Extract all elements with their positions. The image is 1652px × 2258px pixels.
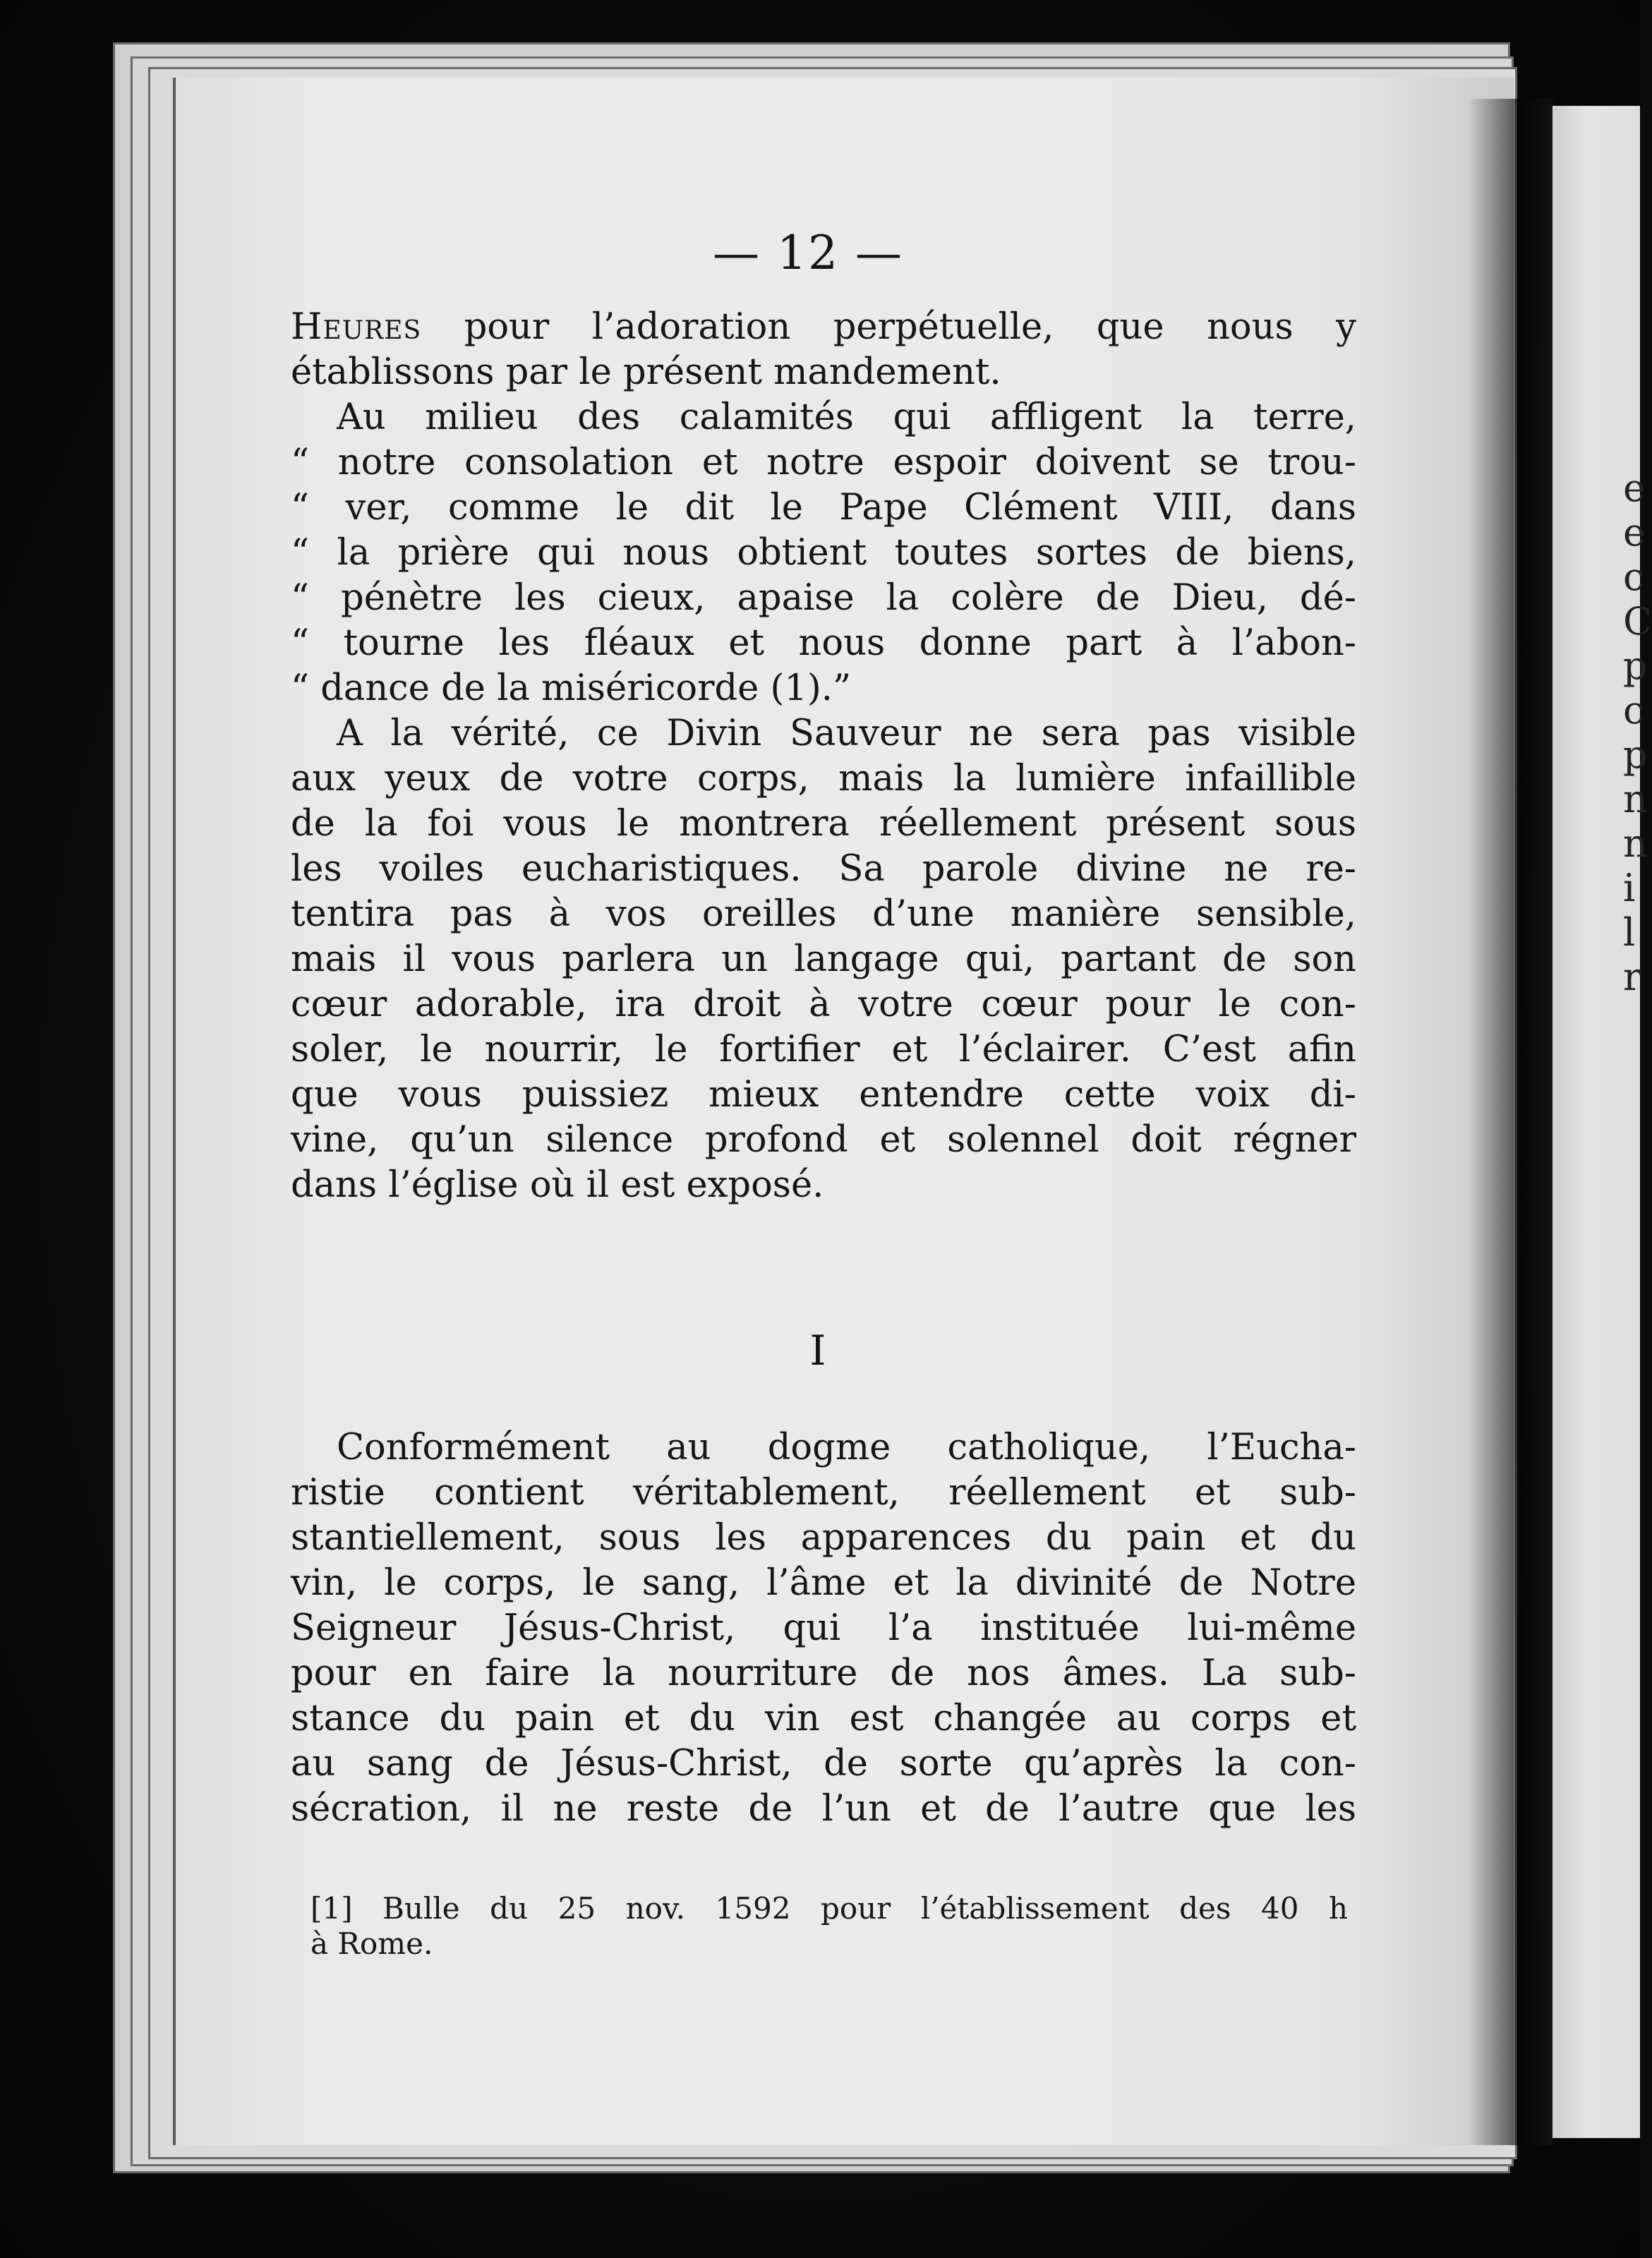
text-line: “ la prière qui nous obtient toutes sortes de biens, bbox=[291, 532, 1356, 574]
facing-page-text-fragment: e e c C p c p n n i l r bbox=[1623, 466, 1652, 999]
text-line: tentira pas à vos oreilles d’une manière sensible, bbox=[291, 893, 1356, 935]
text-line bbox=[291, 305, 1356, 350]
text-line: vin, le corps, le sang, l’âme et la divinité de Notre bbox=[291, 1562, 1356, 1604]
text-line: que vous puissiez mieux entendre cette voix di- bbox=[291, 1074, 1356, 1116]
text-line: mais il vous parlera un langage qui, partant de son bbox=[291, 938, 1356, 980]
footnote-line: à Rome. bbox=[310, 1926, 433, 1961]
text-line: les voiles eucharistiques. Sa parole divine ne re- bbox=[291, 848, 1356, 890]
main-text-block bbox=[291, 305, 1356, 1208]
text-line: au sang de Jésus-Christ, de sorte qu’après la con- bbox=[291, 1743, 1356, 1785]
facing-page-edge bbox=[1552, 106, 1652, 2138]
section-heading bbox=[0, 1327, 1640, 1375]
section-numeral: I bbox=[809, 1327, 826, 1375]
text-line: Au milieu des calamités qui affligent la terre, bbox=[337, 397, 1356, 438]
text-line: dans l’église où il est exposé. bbox=[291, 1164, 824, 1206]
text-line: de la foi vous le montrera réellement présent sous bbox=[291, 803, 1356, 845]
text-line: A la vérité, ce Divin Sauveur ne sera pas visible bbox=[337, 713, 1356, 754]
text-line: Conformément au dogme catholique, l’Eucha- bbox=[337, 1427, 1356, 1468]
main-text-block-section-1 bbox=[291, 1425, 1356, 1832]
text-line: “ ver, comme le dit le Pape Clément VIII, dans bbox=[291, 487, 1356, 529]
text-line: pour en faire la nourriture de nos âmes. La sub- bbox=[291, 1653, 1356, 1694]
text-line: stantiellement, sous les apparences du pain et du bbox=[291, 1517, 1356, 1559]
gutter-shadow bbox=[1468, 99, 1552, 2145]
footnote-line: [1] Bulle du 25 nov. 1592 pour l’établissement des 40 h bbox=[310, 1891, 1348, 1926]
small-caps-word: Heures bbox=[291, 306, 422, 348]
page-number: — 12 — bbox=[713, 226, 903, 280]
text-line: “ dance de la miséricorde (1).” bbox=[291, 668, 852, 709]
text-line: soler, le nourrir, le fortifier et l’éclairer. C’est afin bbox=[291, 1029, 1356, 1070]
text-line: “ tourne les fléaux et nous donne part à l’abon- bbox=[291, 622, 1356, 664]
footnote bbox=[310, 1891, 1348, 1962]
text-line: établissons par le présent mandement. bbox=[291, 351, 1001, 393]
text-line: “ pénètre les cieux, apaise la colère de Dieu, dé- bbox=[291, 577, 1356, 619]
text-line: “ notre consolation et notre espoir doivent se trou- bbox=[291, 442, 1356, 483]
text-line: ristie contient véritablement, réellement et sub- bbox=[291, 1472, 1356, 1514]
text-line: cœur adorable, ira droit à votre cœur pour le con- bbox=[291, 984, 1356, 1025]
text-line: stance du pain et du vin est changée au corps et bbox=[291, 1698, 1356, 1739]
line-text: pour l’adoration perpétuelle, que nous y bbox=[421, 306, 1356, 348]
text-line: vine, qu’un silence profond et solennel doit régner bbox=[291, 1119, 1356, 1161]
text-line: Seigneur Jésus-Christ, qui l’a instituée lui-même bbox=[291, 1607, 1356, 1649]
text-line: aux yeux de votre corps, mais la lumière infaillible bbox=[291, 758, 1356, 799]
text-line: sécration, il ne reste de l’un et de l’autre que les bbox=[291, 1788, 1356, 1830]
